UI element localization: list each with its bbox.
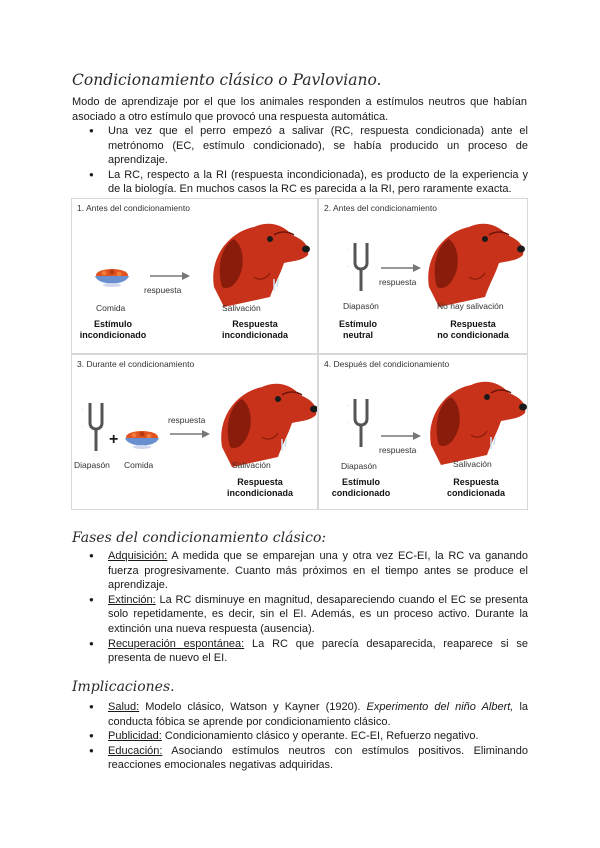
definition: Asociando estímulos neutros con estímulos positivos. Eliminando reacciones emocionales negativas adquiridas.	[108, 744, 528, 772]
conditioning-figure	[71, 198, 528, 510]
left-label: Comida	[96, 303, 126, 313]
definition: La RC disminuye en magnitud, desapareciendo cuando el EC se presenta solo repetidamente, es decir, sin el EI. Además, es un proceso activo. Durante la extinción una nueva respuesta (ausencia).	[108, 593, 528, 635]
right-label: Salivación	[453, 459, 492, 469]
arrow-label: respuesta	[379, 277, 417, 287]
right-bold-label: Respuesta incondicionada	[221, 319, 288, 340]
arrow-icon	[381, 431, 423, 443]
list-item: ● Una vez que el perro empezó a salivar (RC, respuesta condicionada) ante el metrónomo (EC, estímulo condicionado), se había producido un proceso de aprendizaje.	[108, 124, 528, 168]
page-title: Condicionamiento clásico o Pavloviano.	[72, 71, 382, 89]
left-label: Diapasón	[341, 461, 377, 471]
panel-title: 1. Antes del condicionamiento	[77, 203, 190, 213]
panel-before-2	[318, 198, 528, 354]
panel-after	[318, 354, 528, 510]
right-bold-label: Respuesta condicionada	[446, 477, 505, 498]
left-label-2: Comida	[124, 460, 154, 470]
tuning-fork-icon	[347, 243, 373, 293]
left-bold-label: Estímulo incondicionado	[79, 319, 147, 340]
left-bold-label: Estímulo neutral	[338, 319, 377, 340]
right-bold-label: Respuesta no condicionada	[437, 319, 509, 340]
arrow-icon	[150, 271, 192, 283]
list-item	[108, 729, 528, 744]
term: Extinción:	[108, 593, 156, 606]
panel-title: 2. Antes del condicionamiento	[324, 203, 437, 213]
list-item	[108, 593, 528, 637]
definition-italic: Experimento del niño Albert,	[366, 701, 514, 713]
arrow-icon	[170, 429, 212, 441]
term: Publicidad:	[108, 730, 162, 743]
right-label: Salivación	[232, 460, 271, 470]
section-title-implicaciones: Implicaciones.	[72, 679, 175, 695]
tuning-fork-icon	[82, 403, 108, 453]
salivating-dog-icon	[204, 217, 314, 309]
arrow-icon	[381, 263, 423, 275]
panel-title: 4. Después del condicionamiento	[324, 359, 450, 369]
right-label: Salivación	[222, 303, 261, 313]
definition: A medida que se emparejan una y otra vez EC-EI, la RC va ganando fuerza progresivamente. Cuanto más próximos en el tiempo antes se produce el aprendizaje.	[108, 550, 528, 592]
definition-cont: la conducta fóbica se aprende por condicionamiento clásico.	[108, 701, 529, 728]
left-bold-label: Estímulo condicionado	[331, 477, 391, 498]
fases-list	[72, 549, 528, 666]
definition: Modelo clásico, Watson y Kayner (1920).	[139, 701, 367, 713]
list-item	[108, 549, 528, 593]
term: Salud:	[108, 701, 140, 713]
list-item: ● La RC, respecto a la RI (respuesta incondicionada), es producto de la experiencia y de la biología. En muchos casos la RC es parecida a la RI, pero raramente exacta.	[108, 168, 528, 197]
arrow-label: respuesta	[379, 445, 417, 455]
left-label: Diapasón	[343, 301, 379, 311]
right-label: No hay salivación	[437, 301, 504, 311]
tuning-fork-icon	[347, 399, 373, 449]
term: Recuperación espontánea:	[108, 637, 245, 650]
panel-title: 3. Durante el condicionamiento	[77, 359, 195, 369]
salivating-dog-icon	[421, 375, 528, 467]
list-item	[108, 744, 528, 773]
dog-icon	[419, 217, 528, 309]
plus-sign: +	[109, 431, 119, 448]
salivating-dog-icon	[212, 377, 318, 469]
intro-paragraph: Modo de aprendizaje por el que los animales responden a estímulos neutros que habían asociado a otro estímulo que provocó una respuesta automática.	[72, 96, 527, 123]
definition: Condicionamiento clásico y operante. EC-EI, Refuerzo negativo.	[161, 730, 479, 743]
section-title-fases: Fases del condicionamiento clásico:	[72, 530, 327, 546]
intro-bullet-list	[72, 124, 528, 197]
list-item	[108, 700, 528, 729]
food-bowl-icon	[94, 269, 132, 289]
arrow-label: respuesta	[168, 415, 206, 425]
left-label: Diapasón	[74, 460, 110, 470]
arrow-label: respuesta	[144, 285, 182, 295]
panel-during	[71, 354, 318, 510]
definition: La RC que parecía desaparecida, reaparece si se presenta de nuevo el EI.	[108, 637, 528, 665]
panel-before-1	[71, 198, 318, 354]
term: Adquisición:	[108, 550, 168, 562]
list-item	[108, 637, 528, 666]
right-bold-label: Respuesta incondicionada	[226, 477, 293, 498]
food-bowl-icon	[124, 431, 162, 451]
implicaciones-list	[72, 700, 528, 773]
term: Educación:	[108, 744, 163, 757]
